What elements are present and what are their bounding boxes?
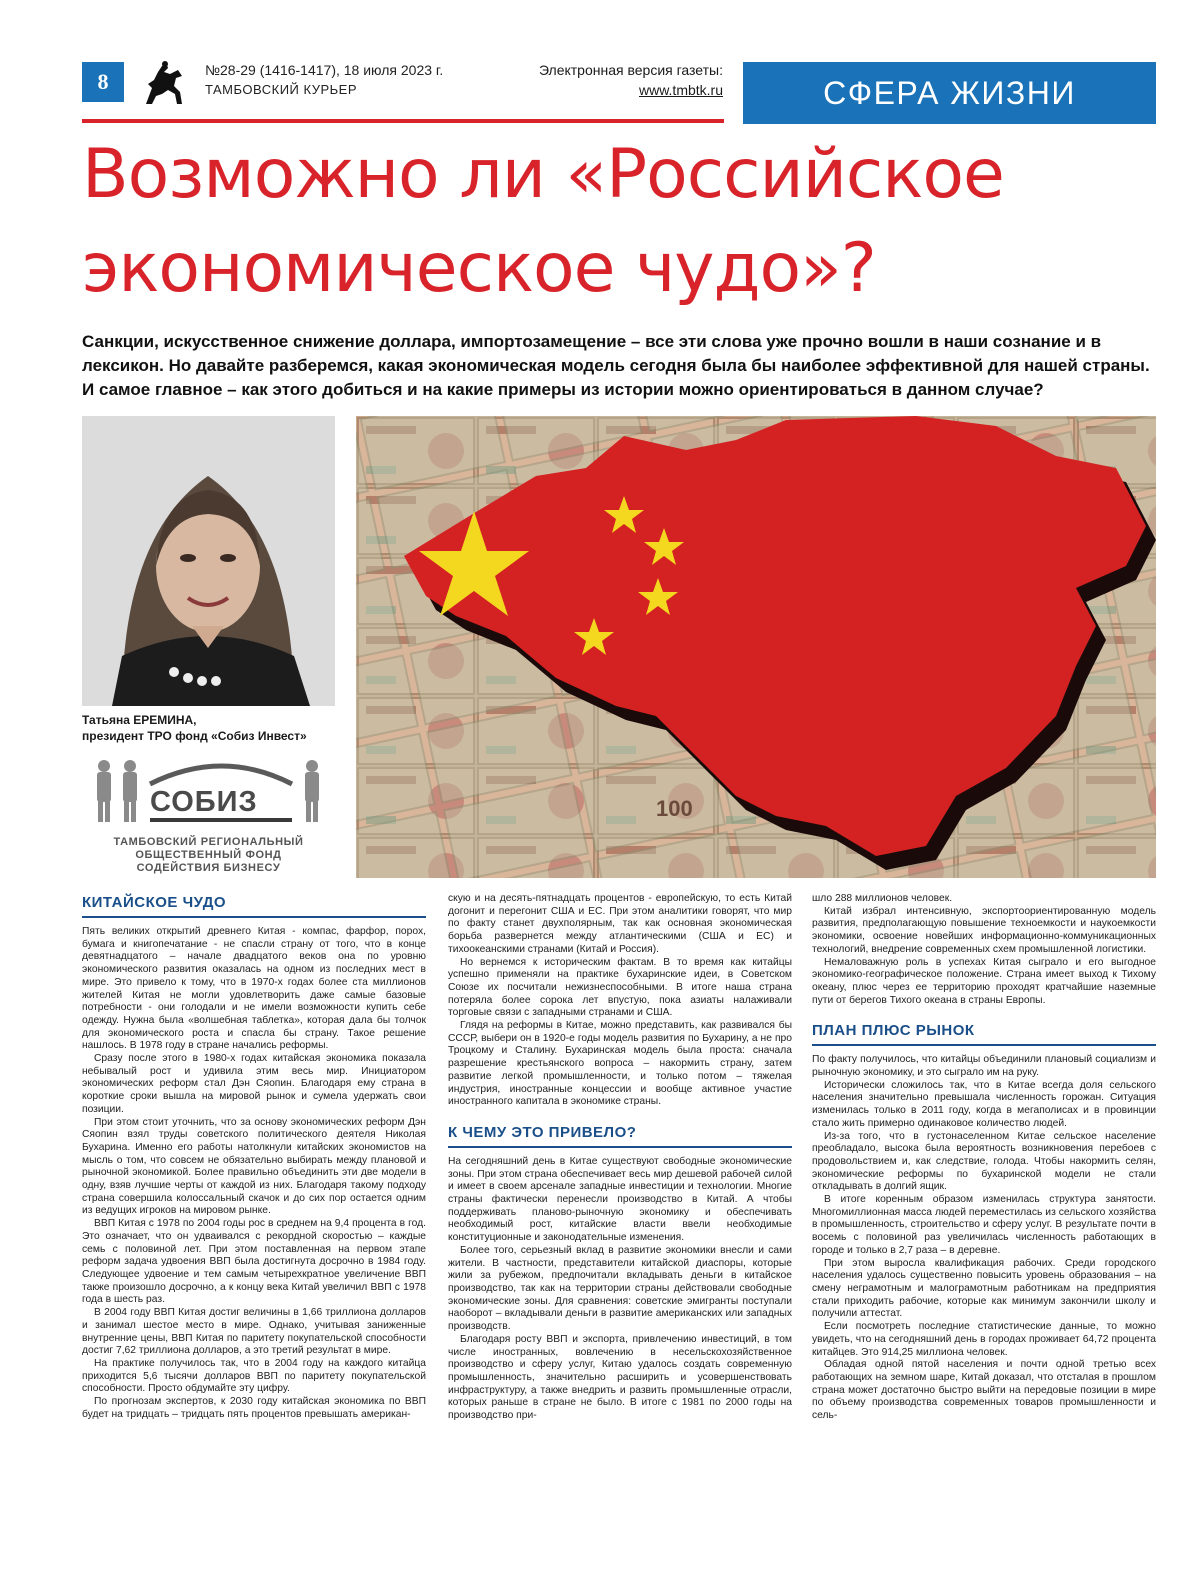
subheading-plan-plus-market: ПЛАН ПЛЮС РЫНОК <box>812 1021 1156 1046</box>
paragraph: Немаловажную роль в успехах Китая сыграло и его выгодное экономико-географическое положение. Страна имеет выход к Тихому океану, плюс через ее территорию проходят кратчайшие наземные пути от берегов Тихого океана в страны Европы. <box>812 956 1156 1006</box>
paragraph: Пять великих открытий древнего Китая - компас, фарфор, порох, бумага и книгопечатание - не спасли страну от того, что в конце девятнадцатого – начале двадцатого веков она по уровню экономического развития оказалась на одном из последних мест в мире. Это привело к тому, что в 1970-х годах более ста миллионов жителей Китая не могли удовлетворить даже самые базовые потребности - они голодали и не имели возможности купить себе одежду. Нужна была «волшебная таблетка», которая дала бы толчок для экономического роста и спасла бы страну. Такое решение нашлось. В 1978 году в стране начались реформы. <box>82 926 426 1052</box>
paragraph: Сразу после этого в 1980-х годах китайская экономика показала небывалый рост и удивила этим весь мир. Инициатором экономических реформ стал Дэн Сяопин. Благодаря ему страна в короткие сроки вышла на мировой рынок и сумела удержать свои позиции. <box>82 1053 426 1115</box>
author-caption <box>82 712 307 744</box>
paragraph: Более того, серьезный вклад в развитие экономики внесли и сами жители. В частности, представители китайской диаспоры, которые жили за рубежом, предпочитали вкладывать деньги в китайское производство, так как на территории страны действовали свободные экономические зоны. Для сравнения: советские эмигранты поступали наоборот – вкладывали деньги в развитие американских или западных производств. <box>448 1244 792 1333</box>
electronic-label: Электронная версия газеты: <box>538 62 723 78</box>
china-map-image <box>356 416 1156 878</box>
sobiz-org-line: ТАМБОВСКИЙ РЕГИОНАЛЬНЫЙ <box>113 836 304 848</box>
paragraph: Из-за того, что в густонаселенном Китае сельское население преобладало, высока была вероятность возникновения перебоев с продовольствием и, как следствие, голода. Чтобы накормить селян, экономические реформы по бухаринской модели не стали откладывать в долгий ящик. <box>812 1130 1156 1193</box>
paragraph: скую и на десять-пятнадцать процентов - европейскую, то есть Китай догонит и перегонит США и ЕС. При этом аналитики говорят, что мир по факту станет двухполярным, так как основная экономическая борьба развернется между атлантическими (США и ЕС) и тихоокеанскими странами (Китай и Россия). <box>448 893 792 955</box>
paragraph: При этом стоит уточнить, что за основу экономических реформ Дэн Сяопин взял труды советского политического деятеля Николая Бухарина. Именно его работы натолкнули китайских экономистов на мысль о том, что совсем не обязательно выбирать между плановой и рыночной экономикой. Более правильно объединить эти две модели в одну, взяв лучшие черты от каждой из них. Благодаря такому подходу страна совершила колоссальный скачок и до сих пор остается одним из ведущих игроков на мировом рынке. <box>82 1116 426 1217</box>
article-column-1 <box>82 893 426 1421</box>
subheading-chinese-miracle: КИТАЙСКОЕ ЧУДО <box>82 893 426 918</box>
banknote-digits: 100 <box>656 796 693 821</box>
china-flag-map-illustration <box>356 416 1156 878</box>
paragraph: Китай избрал интенсивную, экспортоориентированную модель развития, предполагающую повышение техноемкости и наукоемкости экономики, освоение новейших информационно-коммуникационных технологий, внедрение современных схем промышленной логистики. <box>812 905 1156 955</box>
section-title: СФЕРА ЖИЗНИ <box>743 62 1156 124</box>
paragraph: Благодаря росту ВВП и экспорта, привлечению инвестиций, в том числе иностранных, вовлечению в несельскохозяйственное производство и сферу услуг, Китаю удалось создать современную промышленность, значительно расширить и усовершенствовать инфраструктуру, а также внедрить и развить промышленные отрасли, которых раньше в стране не было. В итоге с 1981 по 2000 годы на производство при- <box>448 1333 792 1422</box>
paragraph: При этом выросла квалификация рабочих. Среди городского населения удалось существенно повысить уровень образования – на смену неграмотным и малограмотным работникам на предприятия стали приходить рабочие, которые как минимум закончили школу и получили аттестат. <box>812 1257 1156 1320</box>
paragraph: По факту получилось, что китайцы объединили плановый социализм и рыночную экономику, и это сыграло им на руку. <box>812 1054 1156 1079</box>
paragraph: В итоге коренным образом изменилась структура занятости. Многомиллионная масса людей переместилась из сельского хозяйства в промышленность, строительство и сферу услуг. В результате почти в восемь с половиной раз увеличилась численность работающих в городе и только в 2,7 раза – в деревне. <box>812 1194 1156 1256</box>
issue-info <box>205 60 443 100</box>
spacer <box>448 1109 792 1123</box>
author-role: президент ТРО фонд «Собиз Инвест» <box>82 729 307 743</box>
paragraph: На практике получилось так, что в 2004 году на каждого китайца приходится 5,6 тысячи долларов ВВП по паритету покупательской способности. Просто обдумайте эту цифру. <box>82 1357 426 1395</box>
electronic-version <box>530 60 723 100</box>
paper-name: ТАМБОВСКИЙ КУРЬЕР <box>205 82 358 97</box>
sobiz-org <box>82 836 335 875</box>
paragraph: В 2004 году ВВП Китая достиг величины в 1,66 триллиона долларов и занимал шестое место в мире. Однако, учитывая заниженные внутренние цены, ВВП Китая по паритету покупательской способности достиг 7,62 триллиона долларов, а это третий результат в мире. <box>82 1307 426 1357</box>
paragraph: Но вернемся к историческим фактам. В то время как китайцы успешно применяли на практике бухаринские идеи, в Советском Союзе их посчитали нежизнеспособными. В итоге наша страна потеряла более сорока лет впустую, пока азиаты налаживали торговые связи с западными странами и США. <box>448 956 792 1019</box>
paragraph: Исторически сложилось так, что в Китае всегда доля сельского населения значительно превышала численность горожан. Ситуация изменилась только в 2011 году, когда в мегаполисах и в провинции стало жить примерно одинаковое количество людей. <box>812 1079 1156 1129</box>
paragraph: шло 288 миллионов человек. <box>812 893 953 904</box>
paragraph: ВВП Китая с 1978 по 2004 годы рос в среднем на 9,4 процента в год. Это означает, что он удваивался с рекордной скоростью – каждые семь с половиной лет. При этом поставленная на первом этапе реформ задача удвоения ВВП была достигнута досрочно в 1984 году. Следующее удвоение и тем самым четырехкратное увеличение ВВП также произошло досрочно, а к концу века Китай увеличил ВВП с 1978 года в шесть раз. <box>82 1218 426 1306</box>
paragraph: Если посмотреть последние статистические данные, то можно увидеть, что на сегодняшний день в городах проживает 64,72 процента китайцев. Это 914,25 миллиона человек. <box>812 1321 1156 1358</box>
page-number: 8 <box>82 62 124 102</box>
spacer <box>812 1007 1156 1021</box>
site-link[interactable]: www.tmbtk.ru <box>638 82 723 98</box>
sobiz-org-line: ОБЩЕСТВЕННЫЙ ФОНД <box>135 849 282 861</box>
headline <box>82 128 1172 316</box>
sobiz-name: СОБИЗ <box>150 786 258 818</box>
article-column-3 <box>812 893 1156 1423</box>
author-name: Татьяна ЕРЕМИНА, <box>82 713 197 727</box>
subheading-result: К ЧЕМУ ЭТО ПРИВЕЛО? <box>448 1123 792 1148</box>
paragraph: На сегодняшний день в Китае существуют свободные экономические зоны. При этом страна обеспечивает весь мир дешевой рабочей силой и имеет в своем арсенале западные инвестиции и технологии. Многие страны фактически перенесли производство в Китай. А чтобы поддерживать планово-рыночную экономику и обеспечивать необходимый рост, китайские власти ввели необходимые конституционные и законодательные изменения. <box>448 1155 792 1244</box>
lead-paragraph: Санкции, искусственное снижение доллара, импортозамещение – все эти слова уже прочно вошли в наши сознание и в лексикон. Но давайте разберемся, какая экономическая модель сегодня была бы наиболее эффективной для нашей страны. И самое главное – как этого добиться и на какие примеры из истории можно ориентироваться в данном случае? <box>82 332 1150 399</box>
paragraph: Обладая одной пятой населения и почти одной третью всех работающих на земном шаре, Китай доказал, что отсталая в прошлом страна может достаточно быстро выйти на передовые позиции в мире по объему производства современных товаров промышленности и сель- <box>812 1359 1156 1422</box>
paragraph: Глядя на реформы в Китае, можно представить, как развивался бы СССР, выбери он в 1920-е годы модель развития по Бухарину, а не про Троцкому и Сталину. Бухаринская модель была проста: сначала разрешение крестьянского вопроса – накормить страну, затем развитие легкой промышленности, и только потом – тяжелая индустрия, иностранные концессии и вообще активное участие иностранного капитала в экономике страны. <box>448 1020 792 1108</box>
header-divider <box>82 119 724 123</box>
headline-line-1: Возможно ли «Российское <box>82 135 1004 214</box>
paragraph: По прогнозам экспертов, к 2030 году китайская экономика по ВВП будет на тридцать – тридцать пять процентов превышать американ- <box>82 1396 426 1420</box>
sobiz-org-line: СОДЕЙСТВИЯ БИЗНЕСУ <box>136 862 281 874</box>
horse-rider-logo-icon <box>140 58 186 108</box>
portrait-illustration <box>82 416 335 706</box>
article-column-2 <box>448 893 792 1423</box>
author-portrait <box>82 416 335 706</box>
headline-line-2: экономическое чудо»? <box>82 229 876 308</box>
issue-line: №28-29 (1416-1417), 18 июля 2023 г. <box>205 62 444 78</box>
